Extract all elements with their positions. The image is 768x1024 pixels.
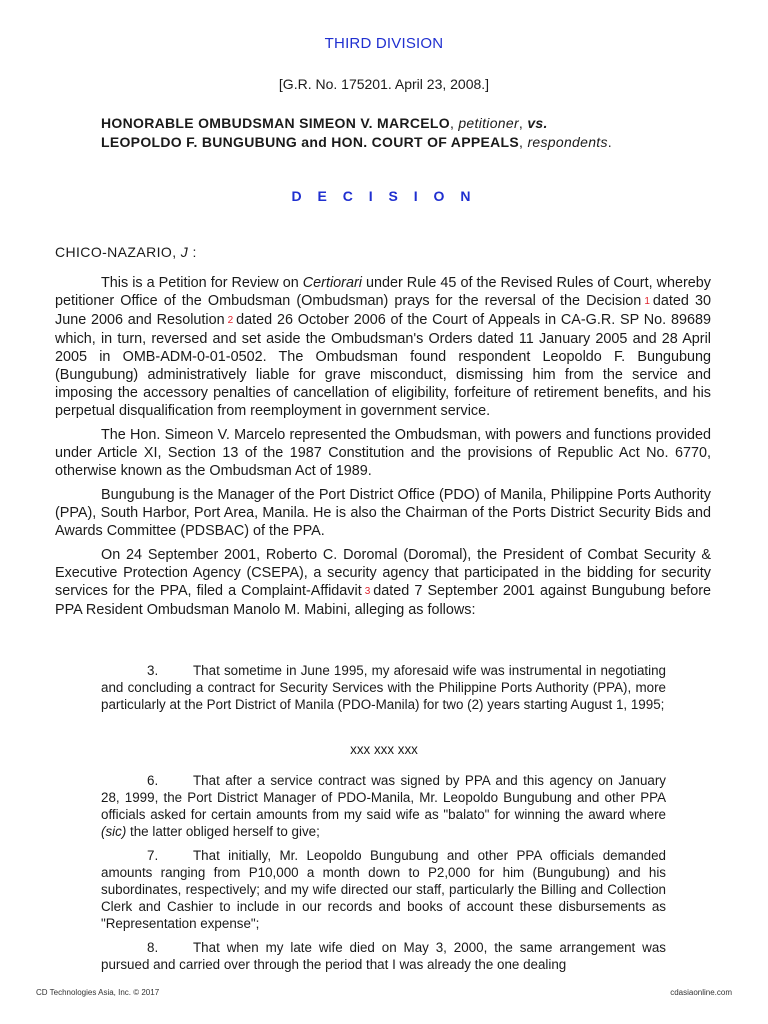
footer-copyright: CD Technologies Asia, Inc. © 2017: [36, 988, 160, 997]
petitioner-name: HONORABLE OMBUDSMAN SIMEON V. MARCELO: [101, 115, 450, 131]
paragraph-1-text-c: under Rule 45 of the Revised Rules of Court, whereby petitioner Office of the Ombudsman (Ombudsman) prays for the reversal of the Decision: [55, 275, 711, 309]
decision-body: [55, 274, 711, 625]
footnote-link-1[interactable]: 1: [644, 296, 650, 307]
paragraph-4: [55, 546, 711, 619]
decision-title: D E C I S I O N: [291, 188, 477, 204]
respondent-role: respondents: [527, 134, 608, 150]
paragraph-2: The Hon. Simeon V. Marcelo represented the Ombudsman, with powers and functions provided under Article XI, Section 13 of the 1987 Constitution and the provisions of Republic Act No. 6770, otherwise known as the Ombudsman Act of 1989.: [55, 427, 711, 479]
ponente: [55, 244, 197, 260]
ponente-title: J: [180, 244, 189, 260]
division-heading: THIRD DIVISION: [324, 35, 444, 52]
quoted-allegation-3: [101, 662, 666, 713]
ponente-suffix: :: [188, 244, 197, 260]
allegation-number: 8.: [147, 940, 159, 955]
ellipsis-marker: xxx xxx xxx: [350, 742, 418, 757]
quoted-allegation-6: [101, 772, 666, 840]
ponente-name: CHICO-NAZARIO,: [55, 244, 177, 260]
allegation-number: 3.: [147, 663, 159, 678]
case-parties: HONORABLE OMBUDSMAN SIMEON V. MARCELO, petitioner, vs. LEOPOLDO F. BUNGUBUNG and HON. COURT OF APPEALS, respondents.: [101, 115, 612, 150]
petitioner-role: petitioner: [458, 115, 519, 131]
paragraph-3: Bungubung is the Manager of the Port District Office (PDO) of Manila, Philippine Ports Authority (PPA), South Harbor, Port Area, Manila. He is also the Chairman of the Ports District Security Bids and Awards Committee (PDSBAC) of the PPA.: [55, 487, 711, 539]
paragraph-1-text-d: dated 30 June 2006 and Resolution: [55, 293, 711, 328]
allegation-number: 6.: [147, 773, 159, 788]
allegation-text-a: That after a service contract was signed by PPA and this agency on January 28, 1999, the Port District Manager of PDO-Manila, Mr. Leopoldo Bungubung and other PPA officials asked for certain amounts from my said wife as "balato" for winning the award where: [101, 773, 666, 822]
paragraph-1-text-e: dated 26 October 2006 of the Court of Appeals in CA-G.R. SP No. 89689 which, in turn, reversed and set aside the Ombudsman's Orders dated 11 January 2005 and 28 April 2005 in OMB-ADM-0-01-0502. The Ombudsman found respondent Leopoldo F. Bungubung (Bungubung) administratively liable for grave misconduct, dismissing him from the service and imposing the accessory penalties of cancellation of eligibility, forfeiture of retirement benefits, and his perpetual disqualification from reemployment in government service.: [55, 312, 711, 419]
versus-label: vs.: [527, 115, 548, 131]
footnote-link-2[interactable]: 2: [227, 315, 234, 326]
quoted-allegation-7: [101, 847, 666, 932]
paragraph-4-text-a: On 24 September 2001, Roberto C. Doromal (Doromal), the President of Combat Security & Executive Protection Agency (CSEPA), a security agency that participated in the bidding for security services for the PPA, filed a Complaint-Affidavit: [55, 547, 711, 599]
paragraph-4-text-b: dated 7 September 2001 against Bungubung before PPA Resident Ombudsman Manolo M. Mabini, alleging as follows:: [55, 583, 712, 618]
certiorari-term: Certiorari: [302, 275, 362, 291]
footnote-link-3[interactable]: 3: [364, 586, 371, 597]
case-number: [G.R. No. 175201. April 23, 2008.]: [278, 76, 490, 92]
quoted-allegation-8: [101, 939, 666, 973]
footer-site-link[interactable]: cdasiaonline.com: [670, 988, 732, 997]
paragraph-1: [55, 274, 711, 420]
allegation-text: That initially, Mr. Leopoldo Bungubung and other PPA officials demanded amounts ranging from P10,000 a month down to P2,000 for him (Bungubung) and his subordinates, respectively; and my wife directed our staff, particularly the Billing and Collection Clerk and Cashier to include in our records and books of account these disbursements as "Representation expense";: [101, 848, 666, 931]
sic-marker: (sic): [101, 824, 127, 839]
paragraph-1-text-a: This is a Petition for Review on: [101, 275, 303, 291]
allegation-text-b: the latter obliged herself to give;: [126, 824, 320, 839]
allegation-text: That when my late wife died on May 3, 2000, the same arrangement was pursued and carried over through the period that I was already the one dealing: [101, 940, 666, 972]
allegation-number: 7.: [147, 848, 159, 863]
respondent-names: LEOPOLDO F. BUNGUBUNG and HON. COURT OF APPEALS: [101, 134, 520, 150]
allegation-text: That sometime in June 1995, my aforesaid wife was instrumental in negotiating and concluding a contract for Security Services with the Philippine Ports Authority (PPA), more particularly at the Port District of Manila (PDO-Manila) for two (2) years starting August 1, 1995;: [101, 663, 666, 712]
